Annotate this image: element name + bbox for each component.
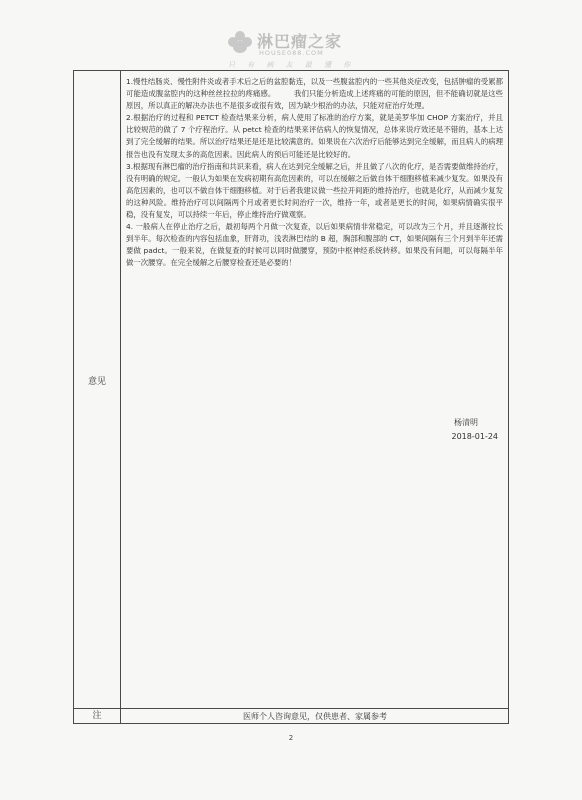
ribbon-logo-icon — [226, 31, 254, 53]
logo-url: HOUSE088.COM — [259, 49, 324, 57]
consultation-date: 2018-01-24 — [451, 432, 498, 441]
opinion-paragraph-3: 3.根据现有淋巴瘤的治疗指南和共识来看，病人在达到完全缓解之后，并且做了八次的化疗，是否需要做维持治疗，没有明确的规定。一般认为如果在发病初期有高危因素的，可以在缓解之后做自体干细胞移植来减少复发。如果没有高危因素的，也可以不做自体干细胞移植。对于后者我建议做一些拉开间距的维持治疗，也就是化疗，从而减少复发的这种风险。维持治疗可以间隔两个月或者更长时间治疗一次，维持一年，或者是更长的时间，如果病情确实很平稳，没有复发，可以持续一年后，停止维持治疗做观察。 — [126, 161, 503, 220]
consultation-form — [73, 70, 509, 724]
logo-name: 淋巴瘤之家 — [257, 32, 343, 51]
row-divider — [74, 708, 508, 709]
opinion-paragraph-1: 1.慢性结肠炎、慢性附件炎或者手术后之后的盆腔黏连，以及一些腹盆腔内的一些其他炎症改变，包括肿瘤的受累都可能造成腹盆腔内的这种丝丝拉拉的疼痛感。 我们只能分析造成上述疼痛的可能的原因，但不能确切就是这些原因，所以真正的解决办法也不是很多或很有效，因为缺少根治的办法，只能对症治疗处理。 — [126, 77, 503, 111]
opinion-paragraph-4: 4. 一般病人在停止治疗之后，最初每两个月做一次复查，以后如果病情非常稳定，可以改为三个月，并且逐渐拉长到半年。每次检查的内容包括血象，肝肾功，浅表淋巴结的 B 超，胸部和腹部的 CT，如果间隔有三个月到半年还需要做 padct。一般来说，在做复查的时候可以同时做腰穿，预防中枢神经系统转移。如果没有问题，可以每隔半年做一次腰穿。在完全缓解之后腰穿检查还是必要的！ — [126, 222, 503, 268]
logo-slogan: 只 有 病 友 最 懂 你 — [228, 61, 356, 69]
doctor-name: 杨清明 — [454, 418, 478, 427]
opinion-label: 意见 — [87, 377, 106, 387]
opinion-paragraph-2: 2.根据治疗的过程和 PETCT 检查结果来分析，病人使用了标准的治疗方案，就是美罗华加 CHOP 方案治疗，并且比较规范的做了 7 个疗程治疗。从 petct 检查的结果来评估病人的恢复情况，总体来说疗效还是不错的，基本上达到了完全缓解的结果。所以治疗结果还是还是比较满意的。如果说在六次治疗后能够达到完全缓解，而且病人的病理报告也没有发现太多的高危因素。因此病人的预后可能还是比较好的。 — [126, 113, 503, 159]
opinion-content — [126, 76, 503, 270]
page-number: 2 — [288, 734, 294, 742]
footer-note: 医师个人咨询意见，仅供患者、家属参考 — [243, 712, 387, 721]
column-divider — [120, 71, 121, 723]
site-logo — [226, 27, 366, 69]
note-label: 注 — [92, 711, 102, 721]
